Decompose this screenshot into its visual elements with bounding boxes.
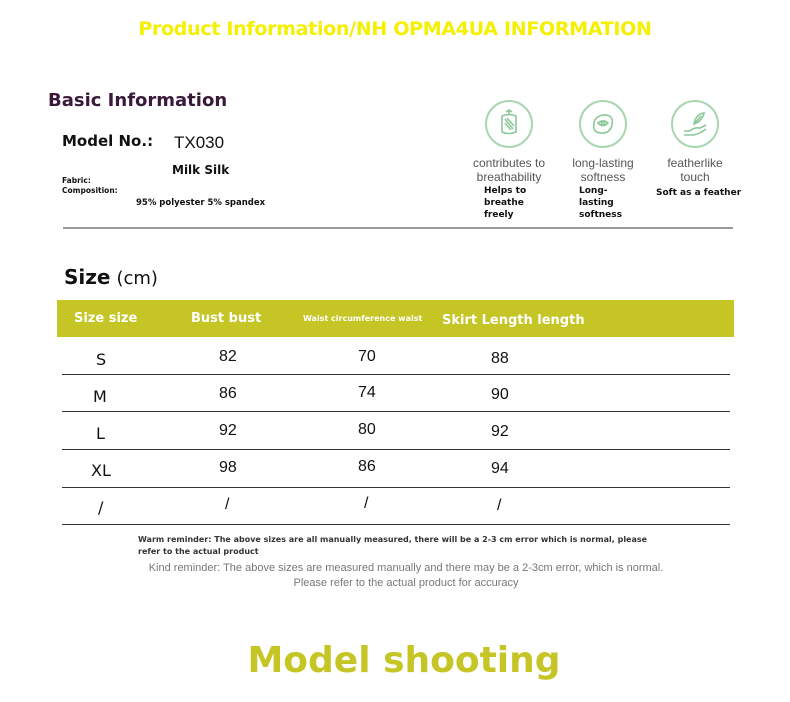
composition-label: Composition: bbox=[62, 186, 118, 195]
table-cell-waist: 86 bbox=[358, 458, 376, 475]
row-divider bbox=[62, 411, 730, 412]
model-number-value: TX030 bbox=[174, 133, 225, 152]
feather-hand-icon bbox=[671, 100, 719, 148]
table-cell-size: S bbox=[96, 350, 107, 369]
header-waist: Waist circumference waist bbox=[303, 314, 423, 323]
header-bust: Bust bust bbox=[191, 311, 262, 326]
table-cell-bust: 86 bbox=[219, 385, 237, 402]
model-number-label: Model No.: bbox=[62, 132, 154, 150]
table-cell-waist: 70 bbox=[358, 348, 376, 365]
kind-reminder: Kind reminder: The above sizes are measured manually and there may be a 2-3cm error, which is normal. Please refer to the actual product for accuracy bbox=[148, 562, 664, 589]
feature-subtitle: Long- lasting softness bbox=[579, 186, 622, 220]
header-skirt-length: Skirt Length length bbox=[442, 313, 585, 328]
table-cell-length: 90 bbox=[491, 386, 509, 403]
row-divider bbox=[62, 449, 730, 450]
feature-subtitle: Helps to breathe freely bbox=[484, 186, 527, 220]
row-divider bbox=[62, 487, 730, 488]
page-title: Product Information/NH OPMA4UA INFORMATION bbox=[138, 18, 652, 40]
feature-title: long-lasting softness bbox=[572, 156, 634, 184]
table-cell-bust: 92 bbox=[219, 422, 237, 439]
table-cell-length: 92 bbox=[491, 423, 509, 440]
row-divider bbox=[62, 524, 730, 525]
table-cell-length: 94 bbox=[491, 460, 509, 477]
table-cell-bust: 82 bbox=[219, 348, 237, 365]
size-unit: (cm) bbox=[116, 268, 158, 289]
feature-featherlike bbox=[645, 100, 745, 198]
feature-title: featherlike touch bbox=[667, 156, 723, 184]
composition-value: 95% polyester 5% spandex bbox=[136, 198, 266, 208]
basic-info-title: Basic Information bbox=[48, 90, 228, 111]
table-cell-size: / bbox=[98, 498, 104, 517]
size-table-header bbox=[57, 300, 734, 337]
table-cell-length: / bbox=[497, 497, 502, 514]
breathable-fabric-icon bbox=[485, 100, 533, 148]
row-divider bbox=[62, 374, 730, 375]
feature-softness bbox=[553, 100, 653, 220]
section-divider bbox=[63, 227, 733, 229]
header-size: Size size bbox=[74, 311, 138, 326]
table-cell-size: XL bbox=[91, 461, 111, 480]
table-cell-waist: / bbox=[364, 495, 369, 512]
feature-title: contributes to breathability bbox=[472, 156, 546, 184]
table-cell-size: L bbox=[96, 424, 105, 443]
table-cell-size: M bbox=[93, 387, 107, 406]
soft-fabric-icon bbox=[579, 100, 627, 148]
feature-subtitle: Soft as a feather bbox=[656, 188, 742, 198]
feature-breathability bbox=[459, 100, 559, 220]
fabric-label: Fabric: bbox=[62, 176, 91, 185]
fabric-value: Milk Silk bbox=[172, 163, 230, 177]
size-title: Size (cm) bbox=[64, 265, 158, 289]
warm-reminder: Warm reminder: The above sizes are all manually measured, there will be a 2-3 cm error which is normal, please refer to the actual product bbox=[138, 535, 648, 556]
table-cell-bust: 98 bbox=[219, 459, 237, 476]
model-shooting-title: Model shooting bbox=[247, 640, 561, 681]
table-cell-length: 88 bbox=[491, 350, 509, 367]
table-cell-waist: 80 bbox=[358, 421, 376, 438]
table-cell-bust: / bbox=[225, 496, 230, 513]
table-cell-waist: 74 bbox=[358, 384, 376, 401]
